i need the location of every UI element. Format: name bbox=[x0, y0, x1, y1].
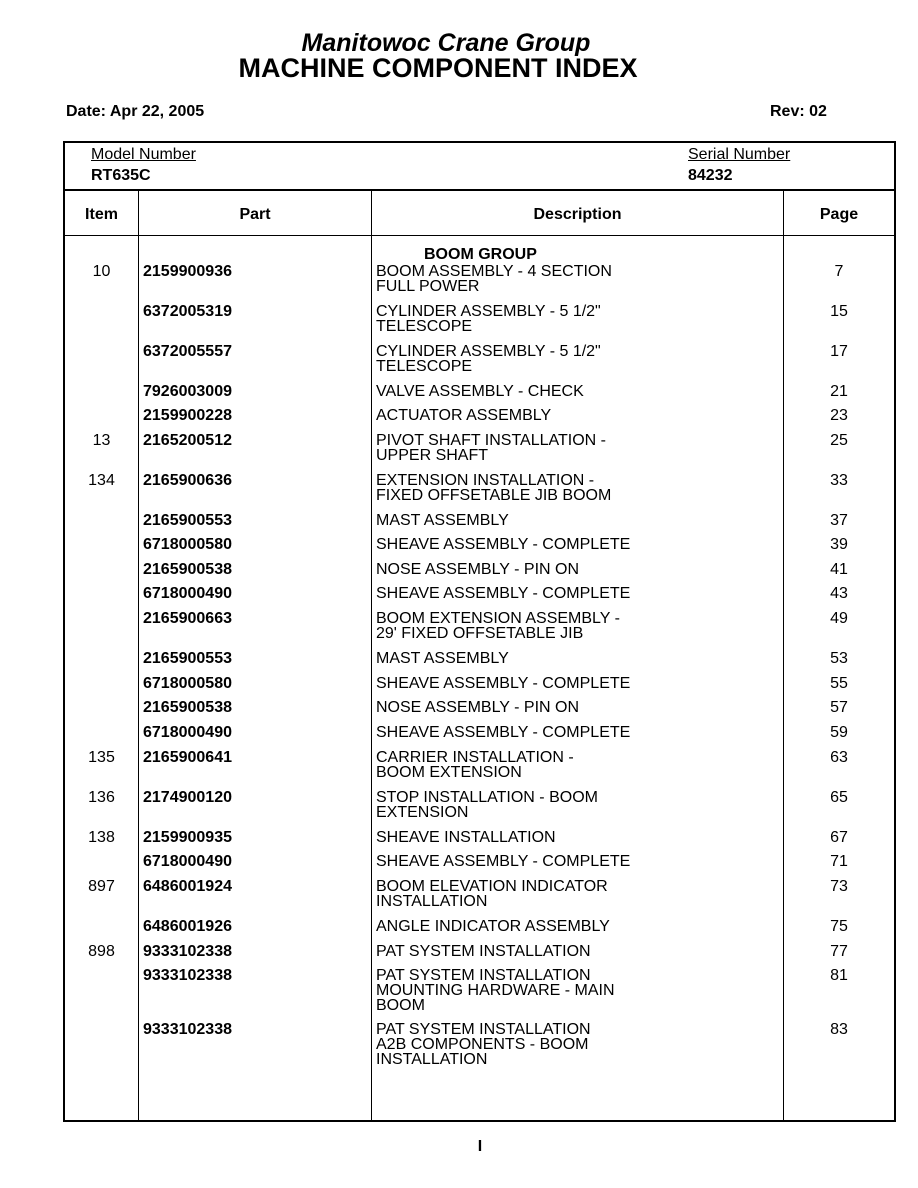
serial-number-value: 84232 bbox=[688, 167, 733, 184]
document-revision: Rev: 02 bbox=[770, 103, 827, 120]
row-page: 37 bbox=[830, 512, 848, 529]
row-page: 55 bbox=[830, 675, 848, 692]
row-part: 2159900936 bbox=[143, 263, 232, 280]
row-part: 2159900228 bbox=[143, 407, 232, 424]
column-divider-item bbox=[138, 191, 139, 1120]
row-item: 13 bbox=[92, 432, 111, 449]
row-description: CYLINDER ASSEMBLY - 5 1/2" TELESCOPE bbox=[376, 303, 601, 335]
column-divider-part bbox=[371, 191, 372, 1120]
row-part: 9333102338 bbox=[143, 967, 232, 984]
model-number-label: Model Number bbox=[91, 146, 196, 163]
row-part: 6486001924 bbox=[143, 878, 232, 895]
row-page: 83 bbox=[830, 1021, 848, 1038]
row-item: 897 bbox=[88, 878, 115, 895]
component-table bbox=[63, 141, 896, 1122]
row-part: 2174900120 bbox=[143, 789, 232, 806]
row-page: 63 bbox=[830, 749, 848, 766]
document-date: Date: Apr 22, 2005 bbox=[66, 103, 205, 120]
row-description: PAT SYSTEM INSTALLATION MOUNTING HARDWARE - MAIN BOOM bbox=[376, 967, 615, 1014]
model-number-value: RT635C bbox=[91, 167, 151, 184]
row-page: 75 bbox=[830, 918, 848, 935]
row-page: 49 bbox=[830, 610, 848, 627]
row-part: 6372005557 bbox=[143, 343, 232, 360]
row-page: 43 bbox=[830, 585, 848, 602]
group-title: BOOM GROUP bbox=[424, 246, 537, 263]
row-description: PAT SYSTEM INSTALLATION A2B COMPONENTS - BOOM INSTALLATION bbox=[376, 1021, 591, 1068]
row-page: 53 bbox=[830, 650, 848, 667]
column-header-page: Page bbox=[819, 206, 859, 223]
row-page: 23 bbox=[830, 407, 848, 424]
row-part: 7926003009 bbox=[143, 383, 232, 400]
row-part: 6372005319 bbox=[143, 303, 232, 320]
row-part: 2159900935 bbox=[143, 829, 232, 846]
row-page: 15 bbox=[830, 303, 848, 320]
row-part: 6486001926 bbox=[143, 918, 232, 935]
column-header-divider bbox=[65, 235, 894, 236]
header-divider bbox=[65, 189, 894, 191]
row-page: 21 bbox=[830, 383, 848, 400]
row-page: 41 bbox=[830, 561, 848, 578]
company-title: Manitowoc Crane Group bbox=[301, 29, 591, 57]
row-page: 59 bbox=[830, 724, 848, 741]
row-item: 134 bbox=[88, 472, 115, 489]
row-part: 6718000490 bbox=[143, 853, 232, 870]
column-header-description: Description bbox=[533, 206, 622, 223]
row-description: SHEAVE INSTALLATION bbox=[376, 829, 556, 846]
row-description: ANGLE INDICATOR ASSEMBLY bbox=[376, 918, 610, 935]
row-description: BOOM ASSEMBLY - 4 SECTION FULL POWER bbox=[376, 263, 612, 295]
row-page: 77 bbox=[830, 943, 848, 960]
row-item: 138 bbox=[88, 829, 115, 846]
row-description: NOSE ASSEMBLY - PIN ON bbox=[376, 561, 580, 578]
serial-number-label: Serial Number bbox=[688, 146, 791, 163]
row-page: 65 bbox=[830, 789, 848, 806]
row-page: 67 bbox=[830, 829, 848, 846]
column-header-part: Part bbox=[239, 206, 271, 223]
row-description: CARRIER INSTALLATION - BOOM EXTENSION bbox=[376, 749, 574, 781]
row-description: STOP INSTALLATION - BOOM EXTENSION bbox=[376, 789, 598, 821]
row-description: SHEAVE ASSEMBLY - COMPLETE bbox=[376, 675, 631, 692]
row-page: 73 bbox=[830, 878, 848, 895]
row-part: 6718000580 bbox=[143, 675, 232, 692]
row-description: BOOM ELEVATION INDICATOR INSTALLATION bbox=[376, 878, 608, 910]
row-part: 6718000580 bbox=[143, 536, 232, 553]
row-description: SHEAVE ASSEMBLY - COMPLETE bbox=[376, 853, 631, 870]
row-part: 2165900663 bbox=[143, 610, 232, 627]
row-part: 2165900641 bbox=[143, 749, 232, 766]
row-page: 7 bbox=[834, 263, 844, 280]
row-part: 6718000490 bbox=[143, 724, 232, 741]
row-item: 10 bbox=[92, 263, 111, 280]
row-description: EXTENSION INSTALLATION - FIXED OFFSETABLE JIB BOOM bbox=[376, 472, 612, 504]
row-item: 898 bbox=[88, 943, 115, 960]
row-item: 136 bbox=[88, 789, 115, 806]
row-description: SHEAVE ASSEMBLY - COMPLETE bbox=[376, 536, 631, 553]
row-part: 9333102338 bbox=[143, 1021, 232, 1038]
row-page: 57 bbox=[830, 699, 848, 716]
row-description: SHEAVE ASSEMBLY - COMPLETE bbox=[376, 585, 631, 602]
row-page: 39 bbox=[830, 536, 848, 553]
row-part: 6718000490 bbox=[143, 585, 232, 602]
row-description: MAST ASSEMBLY bbox=[376, 512, 509, 529]
row-page: 17 bbox=[830, 343, 848, 360]
row-page: 33 bbox=[830, 472, 848, 489]
row-part: 2165900553 bbox=[143, 512, 232, 529]
row-description: PAT SYSTEM INSTALLATION bbox=[376, 943, 591, 960]
row-description: ACTUATOR ASSEMBLY bbox=[376, 407, 552, 424]
row-description: SHEAVE ASSEMBLY - COMPLETE bbox=[376, 724, 631, 741]
row-description: MAST ASSEMBLY bbox=[376, 650, 509, 667]
row-part: 2165900636 bbox=[143, 472, 232, 489]
row-part: 2165200512 bbox=[143, 432, 232, 449]
row-description: VALVE ASSEMBLY - CHECK bbox=[376, 383, 584, 400]
row-description: CYLINDER ASSEMBLY - 5 1/2" TELESCOPE bbox=[376, 343, 601, 375]
column-header-item: Item bbox=[85, 206, 118, 223]
row-item: 135 bbox=[88, 749, 115, 766]
page-number: I bbox=[477, 1138, 483, 1155]
row-part: 2165900538 bbox=[143, 561, 232, 578]
row-page: 25 bbox=[830, 432, 848, 449]
row-part: 2165900553 bbox=[143, 650, 232, 667]
row-page: 71 bbox=[830, 853, 848, 870]
row-part: 9333102338 bbox=[143, 943, 232, 960]
row-description: NOSE ASSEMBLY - PIN ON bbox=[376, 699, 580, 716]
row-part: 2165900538 bbox=[143, 699, 232, 716]
row-page: 81 bbox=[830, 967, 848, 984]
document-title: MACHINE COMPONENT INDEX bbox=[238, 53, 638, 83]
row-description: PIVOT SHAFT INSTALLATION - UPPER SHAFT bbox=[376, 432, 606, 464]
row-description: BOOM EXTENSION ASSEMBLY - 29' FIXED OFFSETABLE JIB bbox=[376, 610, 620, 642]
